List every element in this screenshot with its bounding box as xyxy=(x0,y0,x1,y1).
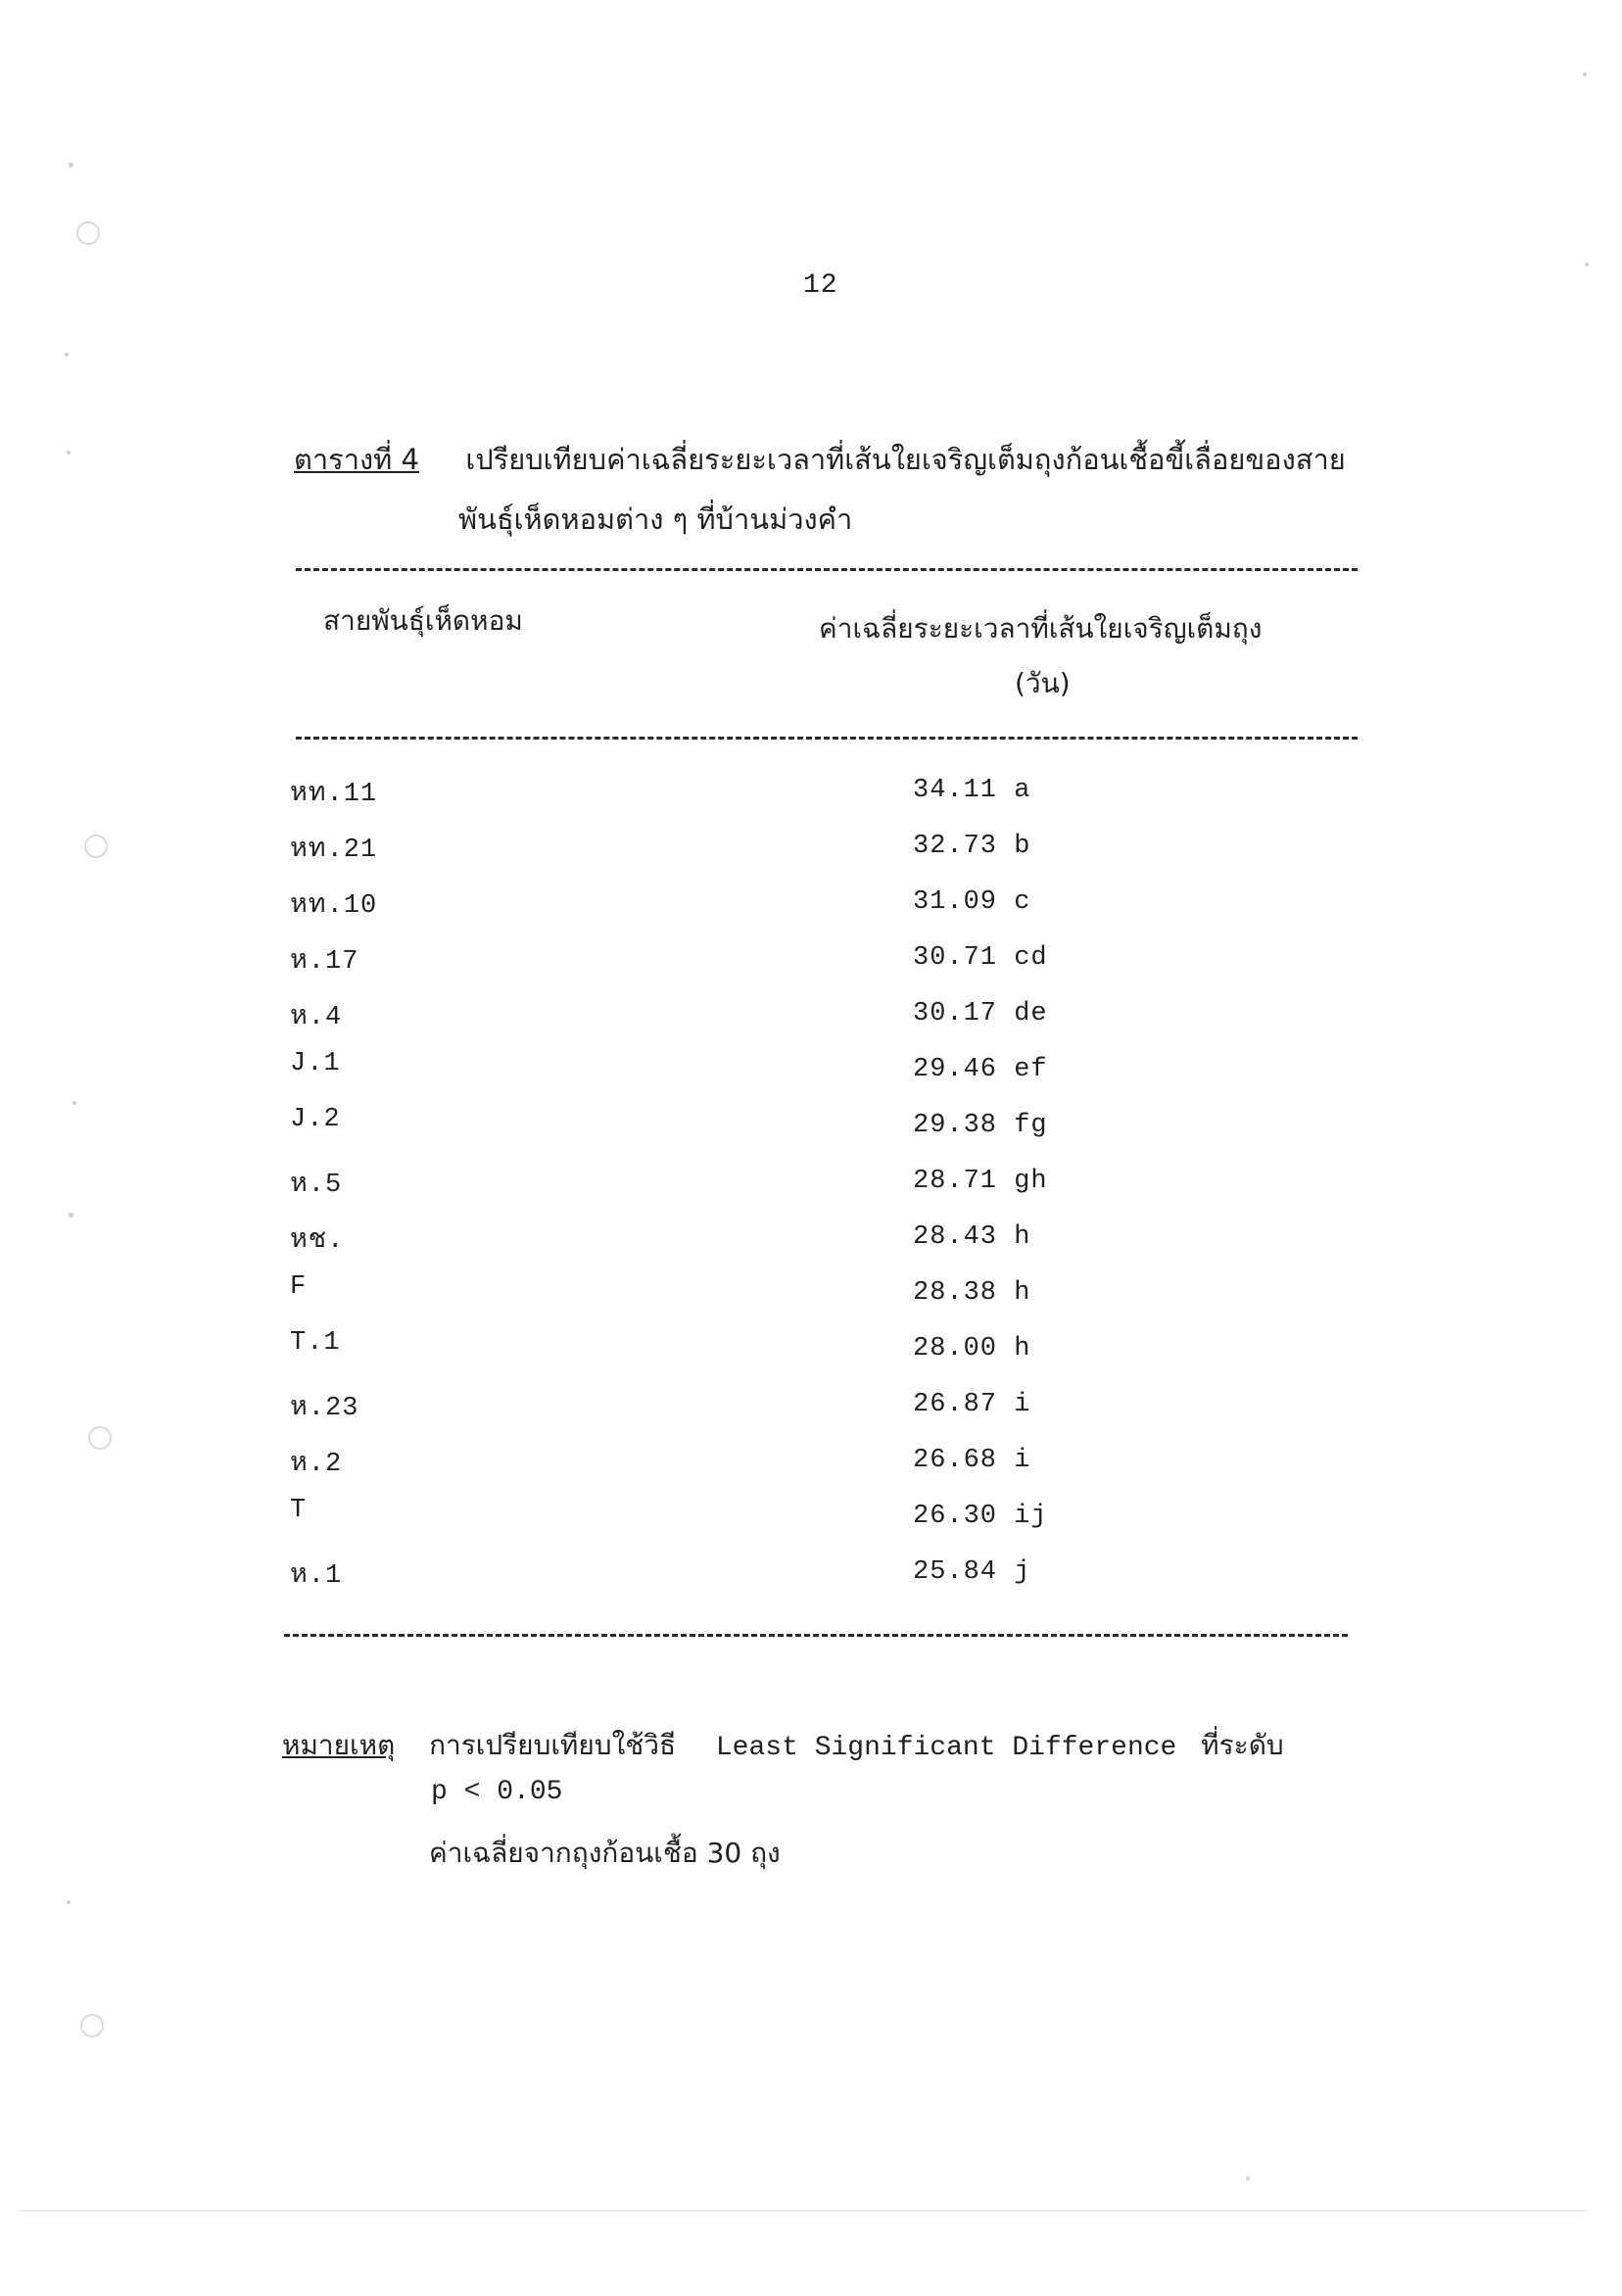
mean-days-value: 32.73 b xyxy=(913,832,1031,861)
note-method: Least Significant Difference xyxy=(715,1733,1177,1763)
strain-name: หท.21 xyxy=(290,836,378,865)
table-note xyxy=(282,1724,1284,1767)
mean-days-value: 31.09 c xyxy=(913,887,1031,917)
strain-name: F xyxy=(290,1272,308,1302)
column-header-days: ค่าเฉลี่ยระยะเวลาที่เส้นใยเจริญเต็มถุง xyxy=(819,612,1263,645)
scan-speck xyxy=(1585,263,1589,266)
mean-days-value: 26.68 i xyxy=(913,1446,1031,1475)
page-number: 12 xyxy=(803,270,838,301)
note-level: ที่ระดับ xyxy=(1201,1729,1284,1761)
note-significance: p < 0.05 xyxy=(431,1777,563,1807)
table-top-rule xyxy=(296,568,1358,571)
binder-hole-mark xyxy=(80,2014,104,2037)
table-bottom-rule xyxy=(284,1634,1348,1637)
scan-speck xyxy=(1583,72,1587,76)
note-sample-size: ค่าเฉลี่ยจากถุงก้อนเชื้อ 30 ถุง xyxy=(429,1837,781,1869)
strain-name: หท.11 xyxy=(290,780,378,809)
mean-days-value: 28.38 h xyxy=(913,1278,1031,1308)
scan-speck xyxy=(1246,2176,1250,2180)
strain-name: ห.23 xyxy=(290,1394,359,1423)
mean-days-value: 29.46 ef xyxy=(913,1055,1048,1084)
page-bottom-edge xyxy=(20,2210,1587,2212)
mean-days-value: 25.84 j xyxy=(913,1557,1031,1587)
mean-days-value: 26.87 i xyxy=(913,1390,1031,1419)
strain-name: J.2 xyxy=(290,1105,341,1134)
strain-name: หช. xyxy=(290,1226,345,1256)
mean-days-value: 29.38 fg xyxy=(913,1111,1048,1140)
strain-name: ห.5 xyxy=(290,1171,343,1200)
strain-name: T.1 xyxy=(290,1328,341,1358)
mean-days-value: 28.71 gh xyxy=(913,1167,1048,1196)
column-header-unit: (วัน) xyxy=(1015,667,1071,699)
scan-speck xyxy=(69,163,73,167)
mean-days-value: 30.71 cd xyxy=(913,943,1048,973)
strain-name: J.1 xyxy=(290,1049,341,1078)
table-title-line1: เปรียบเทียบค่าเฉลี่ยระยะเวลาที่เส้นใยเจริญเต็มถุงก้อนเชื้อขี้เลื่อยของสาย xyxy=(465,443,1346,476)
strain-name: ห.4 xyxy=(290,1003,343,1032)
scan-speck xyxy=(67,451,71,454)
mean-days-value: 26.30 ij xyxy=(913,1502,1048,1531)
table-label: ตารางที่ 4 xyxy=(294,443,419,476)
binder-hole-mark xyxy=(88,1426,112,1450)
scan-speck xyxy=(69,1213,73,1218)
strain-name: T xyxy=(290,1496,308,1525)
strain-name: ห.2 xyxy=(290,1450,343,1479)
table-title-line2: พันธุ์เห็ดหอมต่าง ๆ ที่บ้านม่วงคำ xyxy=(458,502,853,536)
scan-speck xyxy=(67,1900,71,1904)
note-label: หมายเหตุ xyxy=(282,1729,396,1761)
strain-name: ห.1 xyxy=(290,1561,343,1591)
strain-name: หท.10 xyxy=(290,891,378,921)
table-header-rule xyxy=(296,737,1358,740)
column-header-strain: สายพันธุ์เห็ดหอม xyxy=(323,604,523,637)
note-text-thai: การเปรียบเทียบใช้วิธี xyxy=(429,1729,677,1761)
binder-hole-mark xyxy=(76,221,100,245)
mean-days-value: 28.43 h xyxy=(913,1222,1031,1252)
mean-days-value: 34.11 a xyxy=(913,776,1031,805)
binder-hole-mark xyxy=(84,835,108,858)
strain-name: ห.17 xyxy=(290,947,359,977)
mean-days-value: 30.17 de xyxy=(913,999,1048,1028)
mean-days-value: 28.00 h xyxy=(913,1334,1031,1363)
scan-speck xyxy=(65,353,69,357)
scan-speck xyxy=(72,1101,76,1105)
table-caption xyxy=(294,431,1346,548)
